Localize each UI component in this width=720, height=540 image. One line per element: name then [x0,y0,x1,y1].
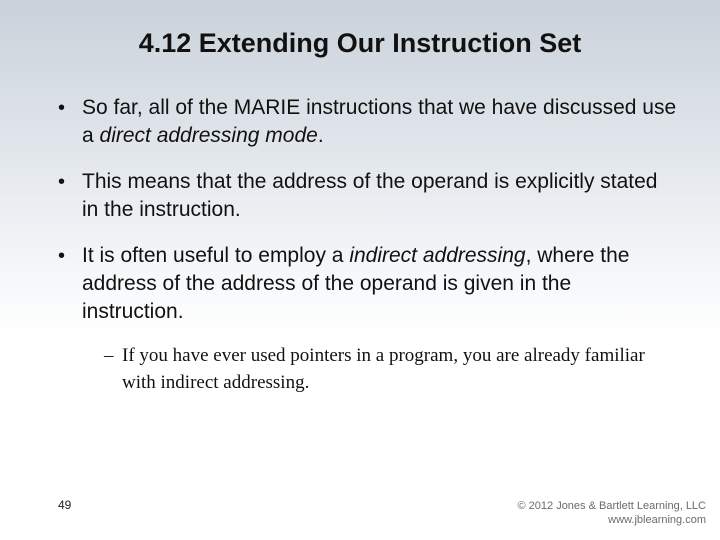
bullet-list [58,94,678,396]
sub-bullet-item [104,342,678,396]
slide-title: 4.12 Extending Our Instruction Set [138,28,582,58]
bullet-marker: • [58,97,66,119]
page-number: 49 [58,498,72,512]
bullet-text: It is often useful to employ a [82,244,350,267]
copyright-notice [518,499,707,527]
bullet-text: So far, all of the MARIE instructions that we have discussed use a [82,96,677,147]
copyright-url: www.jblearning.com [608,514,706,526]
bullet-marker: • [58,245,66,267]
bullet-emphasis: indirect addressing [349,244,526,267]
bullet-text-end: . [317,124,324,147]
bullet-item-3 [58,242,678,326]
bullet-emphasis: direct addressing mode [99,124,318,147]
bullet-text: This means that the address of the operand is explicitly stated in the instruction. [82,170,658,221]
bullet-item-1 [58,94,678,150]
copyright-line: © 2012 Jones & Bartlett Learning, LLC [517,500,706,512]
sub-bullet-marker: – [104,345,114,366]
bullet-item-2 [58,168,678,224]
bullet-text-end: , where the address of the address of the operand is given in the instruction. [82,244,630,323]
bullet-marker: • [58,171,66,193]
sub-bullet-text: If you have ever used pointers in a program, you are already familiar with indirect addressing. [122,345,645,393]
